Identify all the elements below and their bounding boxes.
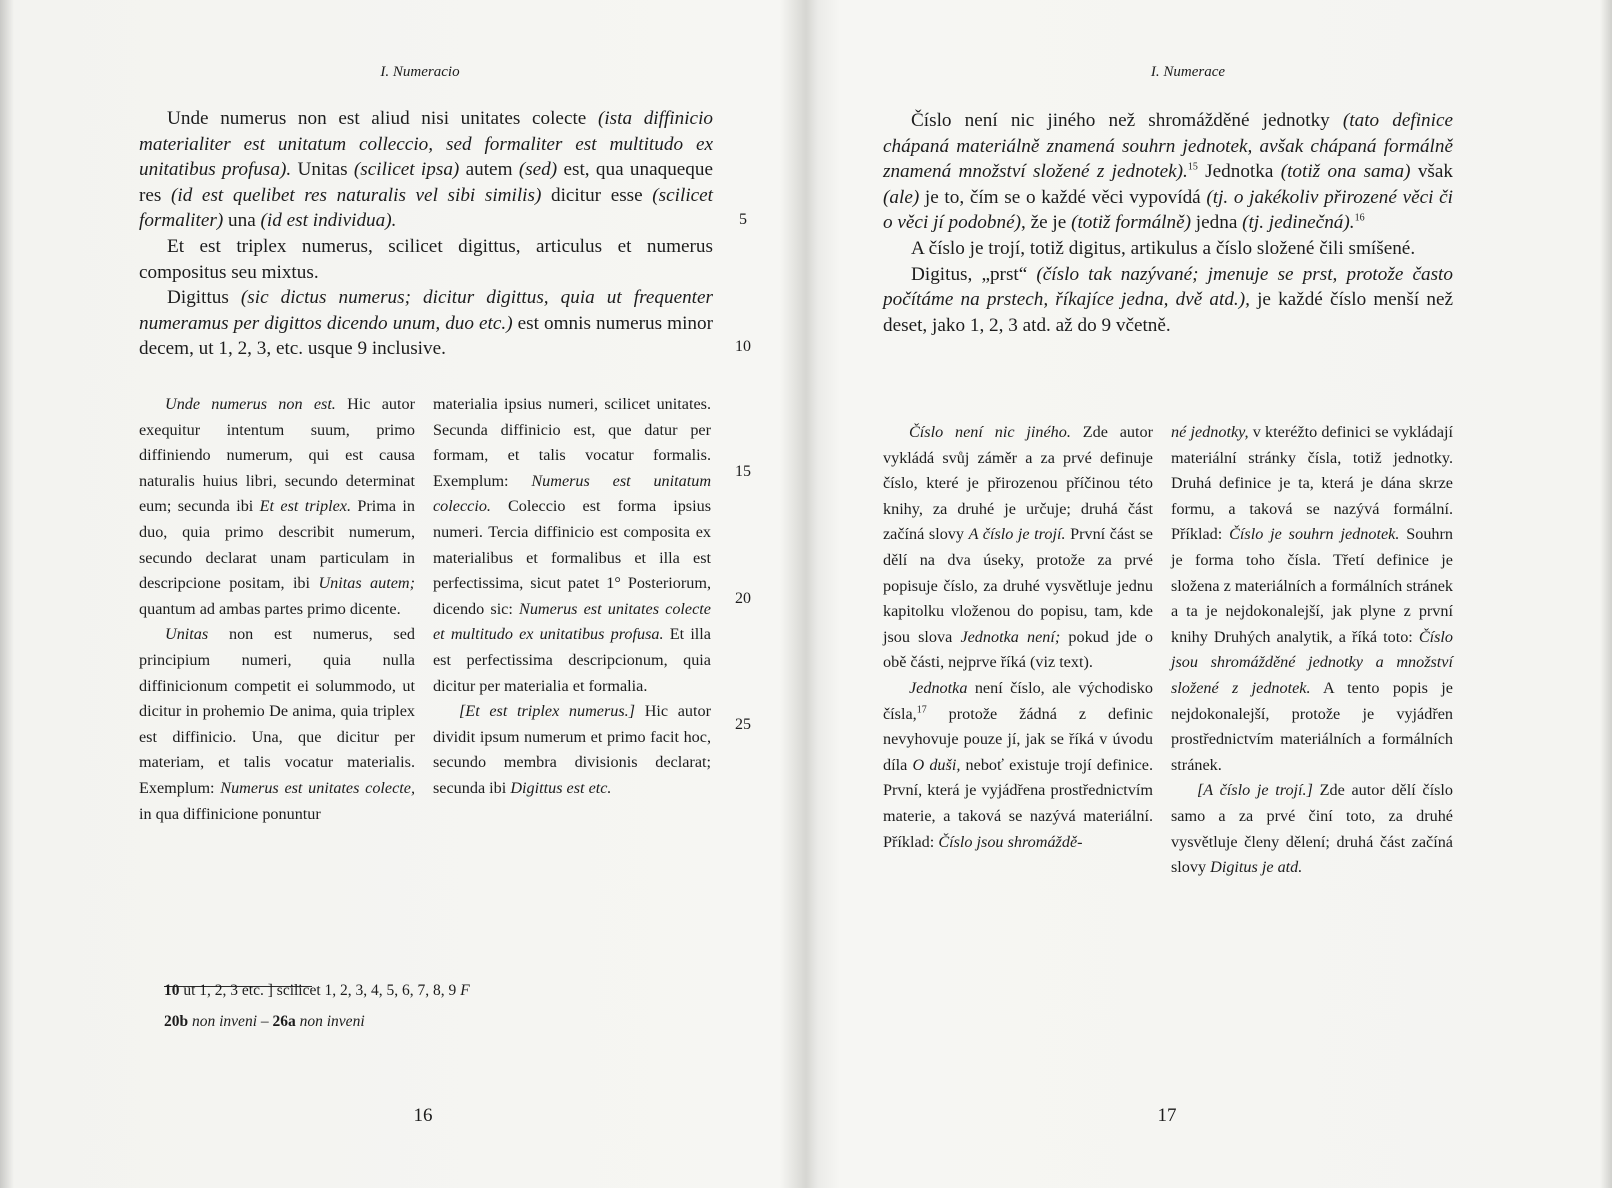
running-head: I. Numeracio — [380, 64, 460, 80]
text-run: není číslo, ale východisko čísla, — [883, 678, 1153, 723]
italic-text: F — [460, 982, 470, 999]
commentary-column-1 — [139, 392, 415, 827]
text-run: est omnis numerus minor decem, ut 1, 2, 3, etc. usque 9 inclusive. — [139, 312, 713, 360]
text-run: Coleccio est forma ipsius numeri. Tercia diffinicio est composita ex materialibus et formalibus et illa est perfectissima, sicut patet 1° Posteriorum, dicendo sic: — [433, 497, 711, 618]
italic-text: Číslo je souhrn jednotek. — [1229, 525, 1400, 544]
text-run: quantum ad ambas partes primo dicente. — [139, 599, 401, 618]
italic-text: Jednotka není; — [960, 627, 1061, 646]
text-run: est, qua unaqueque res — [139, 159, 714, 206]
text-run: Jednotka — [1197, 161, 1281, 183]
italic-text: (totiž ona sama) — [1280, 161, 1411, 183]
text-run: je to, čím se o každé věci vypovídá — [919, 186, 1207, 208]
italic-text: né jednotky, — [1171, 423, 1249, 441]
italic-text: Digitus je atd. — [1210, 858, 1303, 877]
text-run: Et illa est perfectissima descripcionum, quia dicitur per materialia et formalia. — [433, 625, 711, 695]
footnote-ref: 17 — [916, 704, 927, 716]
italic-text: (totiž formálně) — [1071, 212, 1191, 234]
italic-text: Unitas — [165, 625, 209, 644]
commentary-paragraph — [139, 392, 415, 622]
italic-text: (id est quelibet res naturalis vel sibi similis) — [171, 184, 542, 206]
line-ref: 26a — [272, 1013, 296, 1030]
italic-text: non inveni — [192, 1013, 257, 1030]
text-run: Prima in duo, quia primo describit numerum, secundo declarat unam particulam in descripcione positam, ibi — [139, 497, 415, 593]
italic-text: Et est triplex. — [259, 497, 352, 516]
text-run: je každé číslo menší než deset, jako 1, 2, 3 atd. až do 9 včetně. — [883, 289, 1453, 336]
text-run: Unde numerus non est aliud nisi unitates colecte — [167, 108, 598, 129]
italic-text: (tj. jedinečná). — [1242, 212, 1355, 234]
italic-text: Číslo není nic jiného. — [909, 423, 1071, 441]
italic-text: Unitas autem; — [318, 574, 415, 593]
italic-text: Unde numerus non est. — [165, 395, 336, 413]
apparatus-entry — [164, 980, 470, 1002]
text-run: A tento popis je nejdokonalejší, protože je vyjádřen prostřednictvím materiálních a formálních stránek. — [1171, 678, 1453, 774]
italic-text: (scilicet formaliter) — [139, 184, 714, 232]
italic-text: A číslo je trojí. — [968, 525, 1066, 544]
text-run: Digittus — [167, 287, 241, 309]
text-run: , že je — [1021, 212, 1072, 234]
italic-text: Numerus est unitates colecte, — [220, 778, 416, 797]
italic-text: (tato definice chápaná materiálně znamená souhrn jednotek, avšak chápaná formálně znamená množství složené z jednotek). — [883, 110, 1454, 183]
commentary-paragraph — [433, 699, 711, 801]
line-number: 5 — [739, 211, 747, 228]
line-ref: 10 — [164, 982, 180, 999]
italic-text: (tj. o jakékoliv přirozené věci či o věci jí podobné) — [883, 186, 1453, 234]
line-ref: 20b — [164, 1013, 189, 1030]
italic-text: [A číslo je trojí.] — [1197, 781, 1313, 800]
text-run: Hic autor exequitur intentum suum, primo diffiniendo numerum, qui est causa naturalis huius libri, secundo determinat eum; secunda ibi — [139, 395, 415, 516]
commentary-column-1 — [883, 420, 1153, 855]
commentary-paragraph — [139, 622, 415, 827]
commentary-paragraph — [883, 420, 1153, 676]
italic-text: (sic dictus numerus; dicitur digittus, quia ut frequenter numeramus per digittos dicendo unum, duo etc.) — [139, 287, 713, 334]
text-run: autem — [459, 159, 519, 181]
text-run: una — [223, 210, 261, 232]
text-run: Hic autor dividit ipsum numerum et primo facit hoc, secundo membra divisionis declarat; secunda ibi — [433, 702, 711, 797]
line-number: 15 — [735, 463, 751, 480]
text-run: Číslo není nic jiného než shromážděné jednotky — [911, 110, 1343, 131]
text-run: A číslo je trojí, totiž digitus, artikulus a číslo složené čili smíšené. — [911, 237, 1416, 259]
text-run: Et est triplex numerus, scilicet digittus, articulus et numerus compositus seu mixtus. — [139, 235, 713, 283]
text-run: jedna — [1191, 212, 1243, 234]
text-run: Digitus, „prst“ — [911, 263, 1037, 285]
footnote-ref: 15 — [1187, 161, 1198, 173]
commentary-paragraph — [883, 676, 1153, 855]
text-run: Souhrn je forma toho čísla. Třetí definice je složena z materiálních a formálních stránek a ta je nejdokonalejší, jak plyne z první knihy Druhých analytik, a říká toto: — [1171, 525, 1453, 646]
italic-text: Jednotka — [909, 678, 968, 697]
main-paragraph — [139, 285, 713, 362]
commentary-paragraph — [1171, 420, 1453, 778]
italic-text: (id est individua). — [260, 210, 397, 232]
commentary-column-2 — [1171, 420, 1453, 881]
page-number: 17 — [1157, 1105, 1177, 1126]
main-paragraph — [883, 108, 1453, 236]
text-run: však — [1410, 161, 1454, 183]
italic-text: (scilicet ipsa) — [353, 159, 460, 181]
main-text — [883, 108, 1453, 338]
text-run: pokud jde o obě části, nejprve říká (viz text). — [883, 627, 1154, 672]
commentary-paragraph — [1171, 778, 1453, 880]
right-page — [806, 0, 1612, 1188]
text-run: Zde autor vykládá svůj záměr a za prvé definuje číslo, které je přirozenou příčinou této knihy, za druhé je určuje; druhá část začíná slovy — [883, 423, 1153, 544]
text-run: materialia ipsius numeri, scilicet unitates. Secunda diffinicio est, que datur per formam, et talis vocatur formalis. Exemplum: — [433, 395, 711, 490]
text-run: První část se dělí na dva úseky, protože za prvé popisuje číslo, za druhé vysvětluje jednu kapitolku vloženou do popisu, tam, kde jsou slova — [883, 525, 1153, 646]
text-run: in qua diffinicione ponuntur — [139, 804, 321, 823]
italic-text: (číslo tak nazývané; jmenuje se prst, protože často počítáme na prstech, říkajíce jedna, dvě atd.), — [883, 263, 1453, 311]
italic-text: (ista diffinicio materialiter est unitatum colleccio, sed formaliter est multitudo ex unitatibus profusa). — [139, 108, 713, 181]
text-run: Zde autor dělí číslo samo a za prvé činí toto, za druhé vysvětluje členy dělení; druhá část začíná slovy — [1171, 781, 1454, 877]
italic-text: (ale) — [883, 186, 920, 208]
commentary-paragraph — [433, 392, 711, 699]
main-paragraph — [139, 106, 713, 234]
main-text — [139, 106, 713, 362]
italic-text: Číslo jsou shromážděné jednotky a množství složené z jednotek. — [1171, 627, 1453, 697]
text-run: – — [257, 1013, 273, 1030]
italic-text: Numerus est unitatum coleccio. — [433, 471, 712, 516]
text-run: protože žádná z definic nevyhovuje pouze jí, jak se říká v úvodu díla — [883, 704, 1153, 774]
page-number: 16 — [413, 1105, 433, 1126]
italic-text: non inveni — [299, 1013, 365, 1030]
italic-text: (sed) — [518, 159, 558, 181]
italic-text: [Et est triplex numerus.] — [459, 702, 636, 721]
italic-text: Numerus est unitates colecte et multitudo ex unitatibus profusa. — [433, 599, 711, 644]
main-paragraph — [139, 234, 713, 285]
running-head: I. Numerace — [1150, 64, 1226, 80]
italic-text: Digittus est etc. — [510, 778, 612, 797]
apparatus-entry — [164, 1011, 365, 1033]
text-run: dicitur esse — [541, 184, 653, 206]
main-paragraph — [883, 262, 1453, 339]
line-number: 20 — [735, 590, 751, 607]
text-run: Unitas — [291, 159, 354, 181]
commentary-column-2 — [433, 392, 711, 802]
text-run: neboť existuje trojí definice. První, která je vyjádřena prostřednictvím materie, a taková se nazývá materiální. Příklad: — [883, 755, 1153, 851]
footnote-ref: 16 — [1354, 212, 1365, 224]
text-run: non est numerus, sed principium numeri, quia nulla diffinicionum competit ei solummodo, ut dicitur in prohemio De anima, quia triplex est diffinicio. Una, que dicitur per materiam, et talis vocatur materialis. Exemplum: — [139, 625, 415, 797]
text-run: ut 1, 2, 3 etc. ] scilicet 1, 2, 3, 4, 5, 6, 7, 8, 9 — [179, 982, 461, 999]
line-number: 10 — [735, 338, 751, 355]
line-number: 25 — [735, 716, 751, 733]
main-paragraph — [883, 236, 1453, 262]
italic-text: Číslo jsou shromáždě- — [938, 832, 1083, 851]
text-run: v kteréžto definici se vykládají materiální stránky čísla, totiž jednotky. Druhá definice je ta, která je dána skrze formu, a taková se nazývá formální. Příklad: — [1171, 423, 1454, 544]
italic-text: O duši, — [912, 755, 961, 774]
